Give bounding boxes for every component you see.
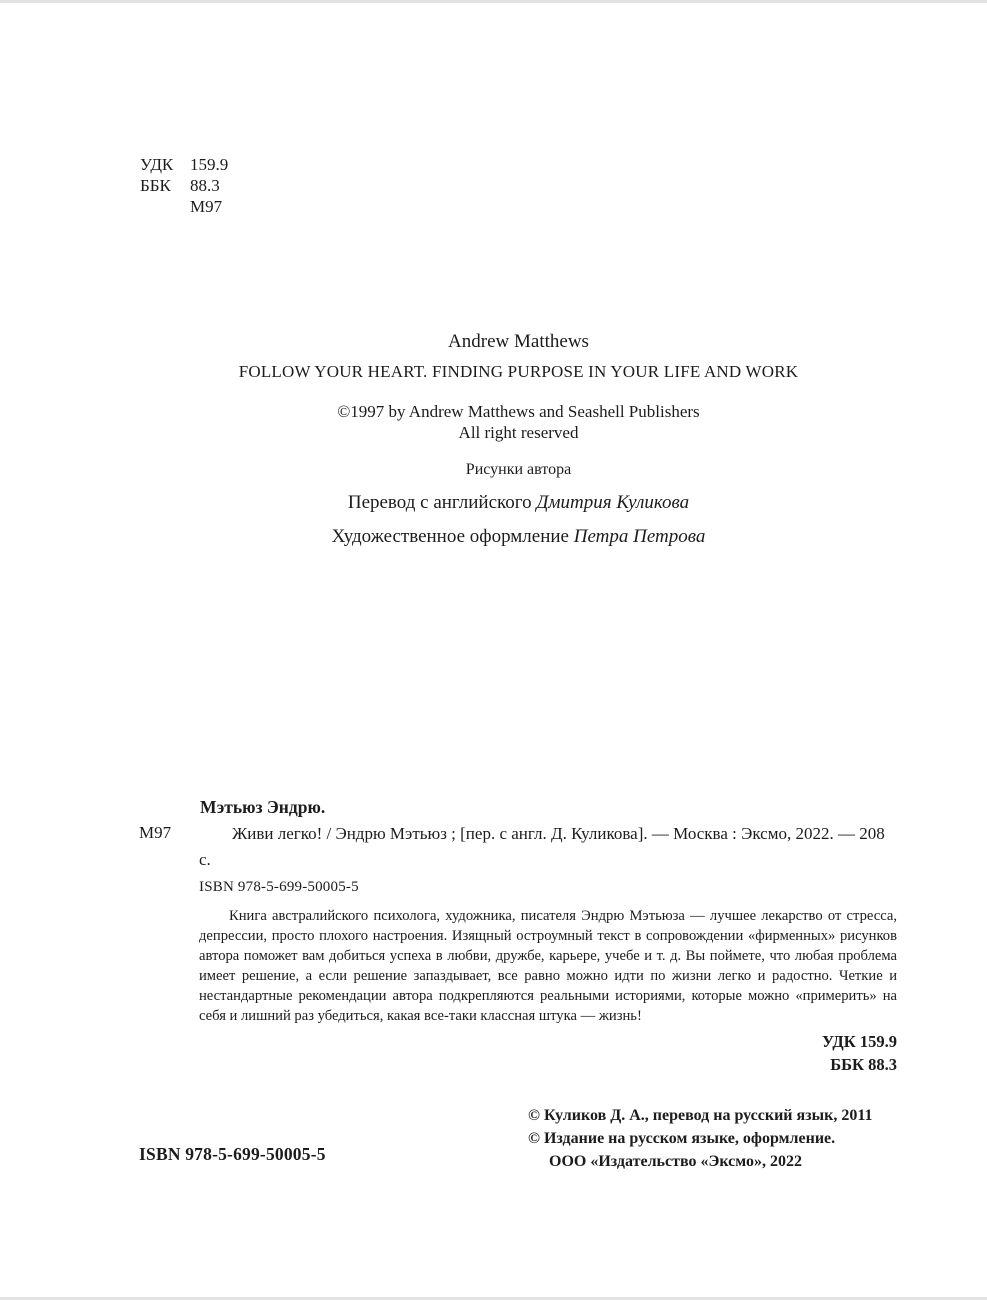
design-credit — [140, 526, 897, 548]
designer-name: Петра Петрова — [573, 526, 706, 547]
catalog-description: Живи легко! / Эндрю Мэтьюз ; [пер. с англ. Д. Куликова]. — Москва : Эксмо, 2022. — 208 с. — [199, 824, 885, 869]
copyright-line-publisher: ООО «Издательство «Эксмо», 2022 — [549, 1153, 802, 1170]
annotation-paragraph: Книга австралийского психолога, художника, писателя Эндрю Мэтьюза — лучшее лекарство от стресса, депрессии, просто плохого настроения. Изящный остроумный текст в сопровождении «фирменных» рисунков автора поможет вам добиться успеха в любви, дружбе, карьере, учебе и т. д. Вы поймете, что любая проблема имеет решение, а если решение запаздывает, все равно можно идти по жизни легко и радостно. Четкие и нестандартные рекомендации автора подкрепляются реальными историями, которые можно «примерить» на себя и лишний раз убедиться, какая все-таки классная штука — жизнь! — [199, 908, 897, 1024]
udk-row — [140, 154, 228, 175]
catalog-author-header: Мэтьюз Эндрю. — [200, 797, 326, 817]
bbk-row — [140, 175, 228, 196]
translation-credit — [140, 492, 897, 514]
original-author: Andrew Matthews — [448, 331, 589, 352]
original-copyright-line2: All right reserved — [458, 423, 579, 442]
bbk-bottom: ББК 88.3 — [830, 1055, 897, 1074]
classification-bottom — [199, 1030, 897, 1076]
bbk-value: 88.3 — [190, 176, 220, 195]
design-prefix: Художественное оформление — [331, 526, 574, 547]
udk-bottom: УДК 159.9 — [821, 1032, 897, 1051]
page-top-edge — [0, 0, 987, 3]
copyright-line-edition: © Издание на русском языке, оформление. — [528, 1130, 836, 1147]
classification-block — [140, 154, 228, 217]
catalog-isbn: ISBN 978-5-699-50005-5 — [199, 879, 359, 895]
isbn-bottom: ISBN 978-5-699-50005-5 — [139, 1144, 326, 1164]
original-title: FOLLOW YOUR HEART. FINDING PURPOSE IN YOUR LIFE AND WORK — [238, 362, 799, 381]
author-sign: М97 — [190, 197, 223, 216]
author-sign-row — [140, 196, 228, 217]
catalog-author-sign: М97 — [139, 823, 172, 842]
translator-name: Дмитрия Куликова — [536, 492, 690, 513]
illustrations-credit: Рисунки автора — [465, 461, 572, 478]
original-copyright — [140, 401, 897, 443]
copyright-line-translation: © Куликов Д. А., перевод на русский язык, 2011 — [528, 1107, 873, 1124]
bbk-label: ББК — [140, 176, 171, 195]
translation-prefix: Перевод с английского — [347, 492, 537, 513]
udk-value: 159.9 — [190, 155, 229, 174]
copyright-block — [528, 1104, 872, 1173]
original-copyright-line1: ©1997 by Andrew Matthews and Seashell Publishers — [337, 402, 700, 421]
udk-label: УДК — [140, 155, 174, 174]
